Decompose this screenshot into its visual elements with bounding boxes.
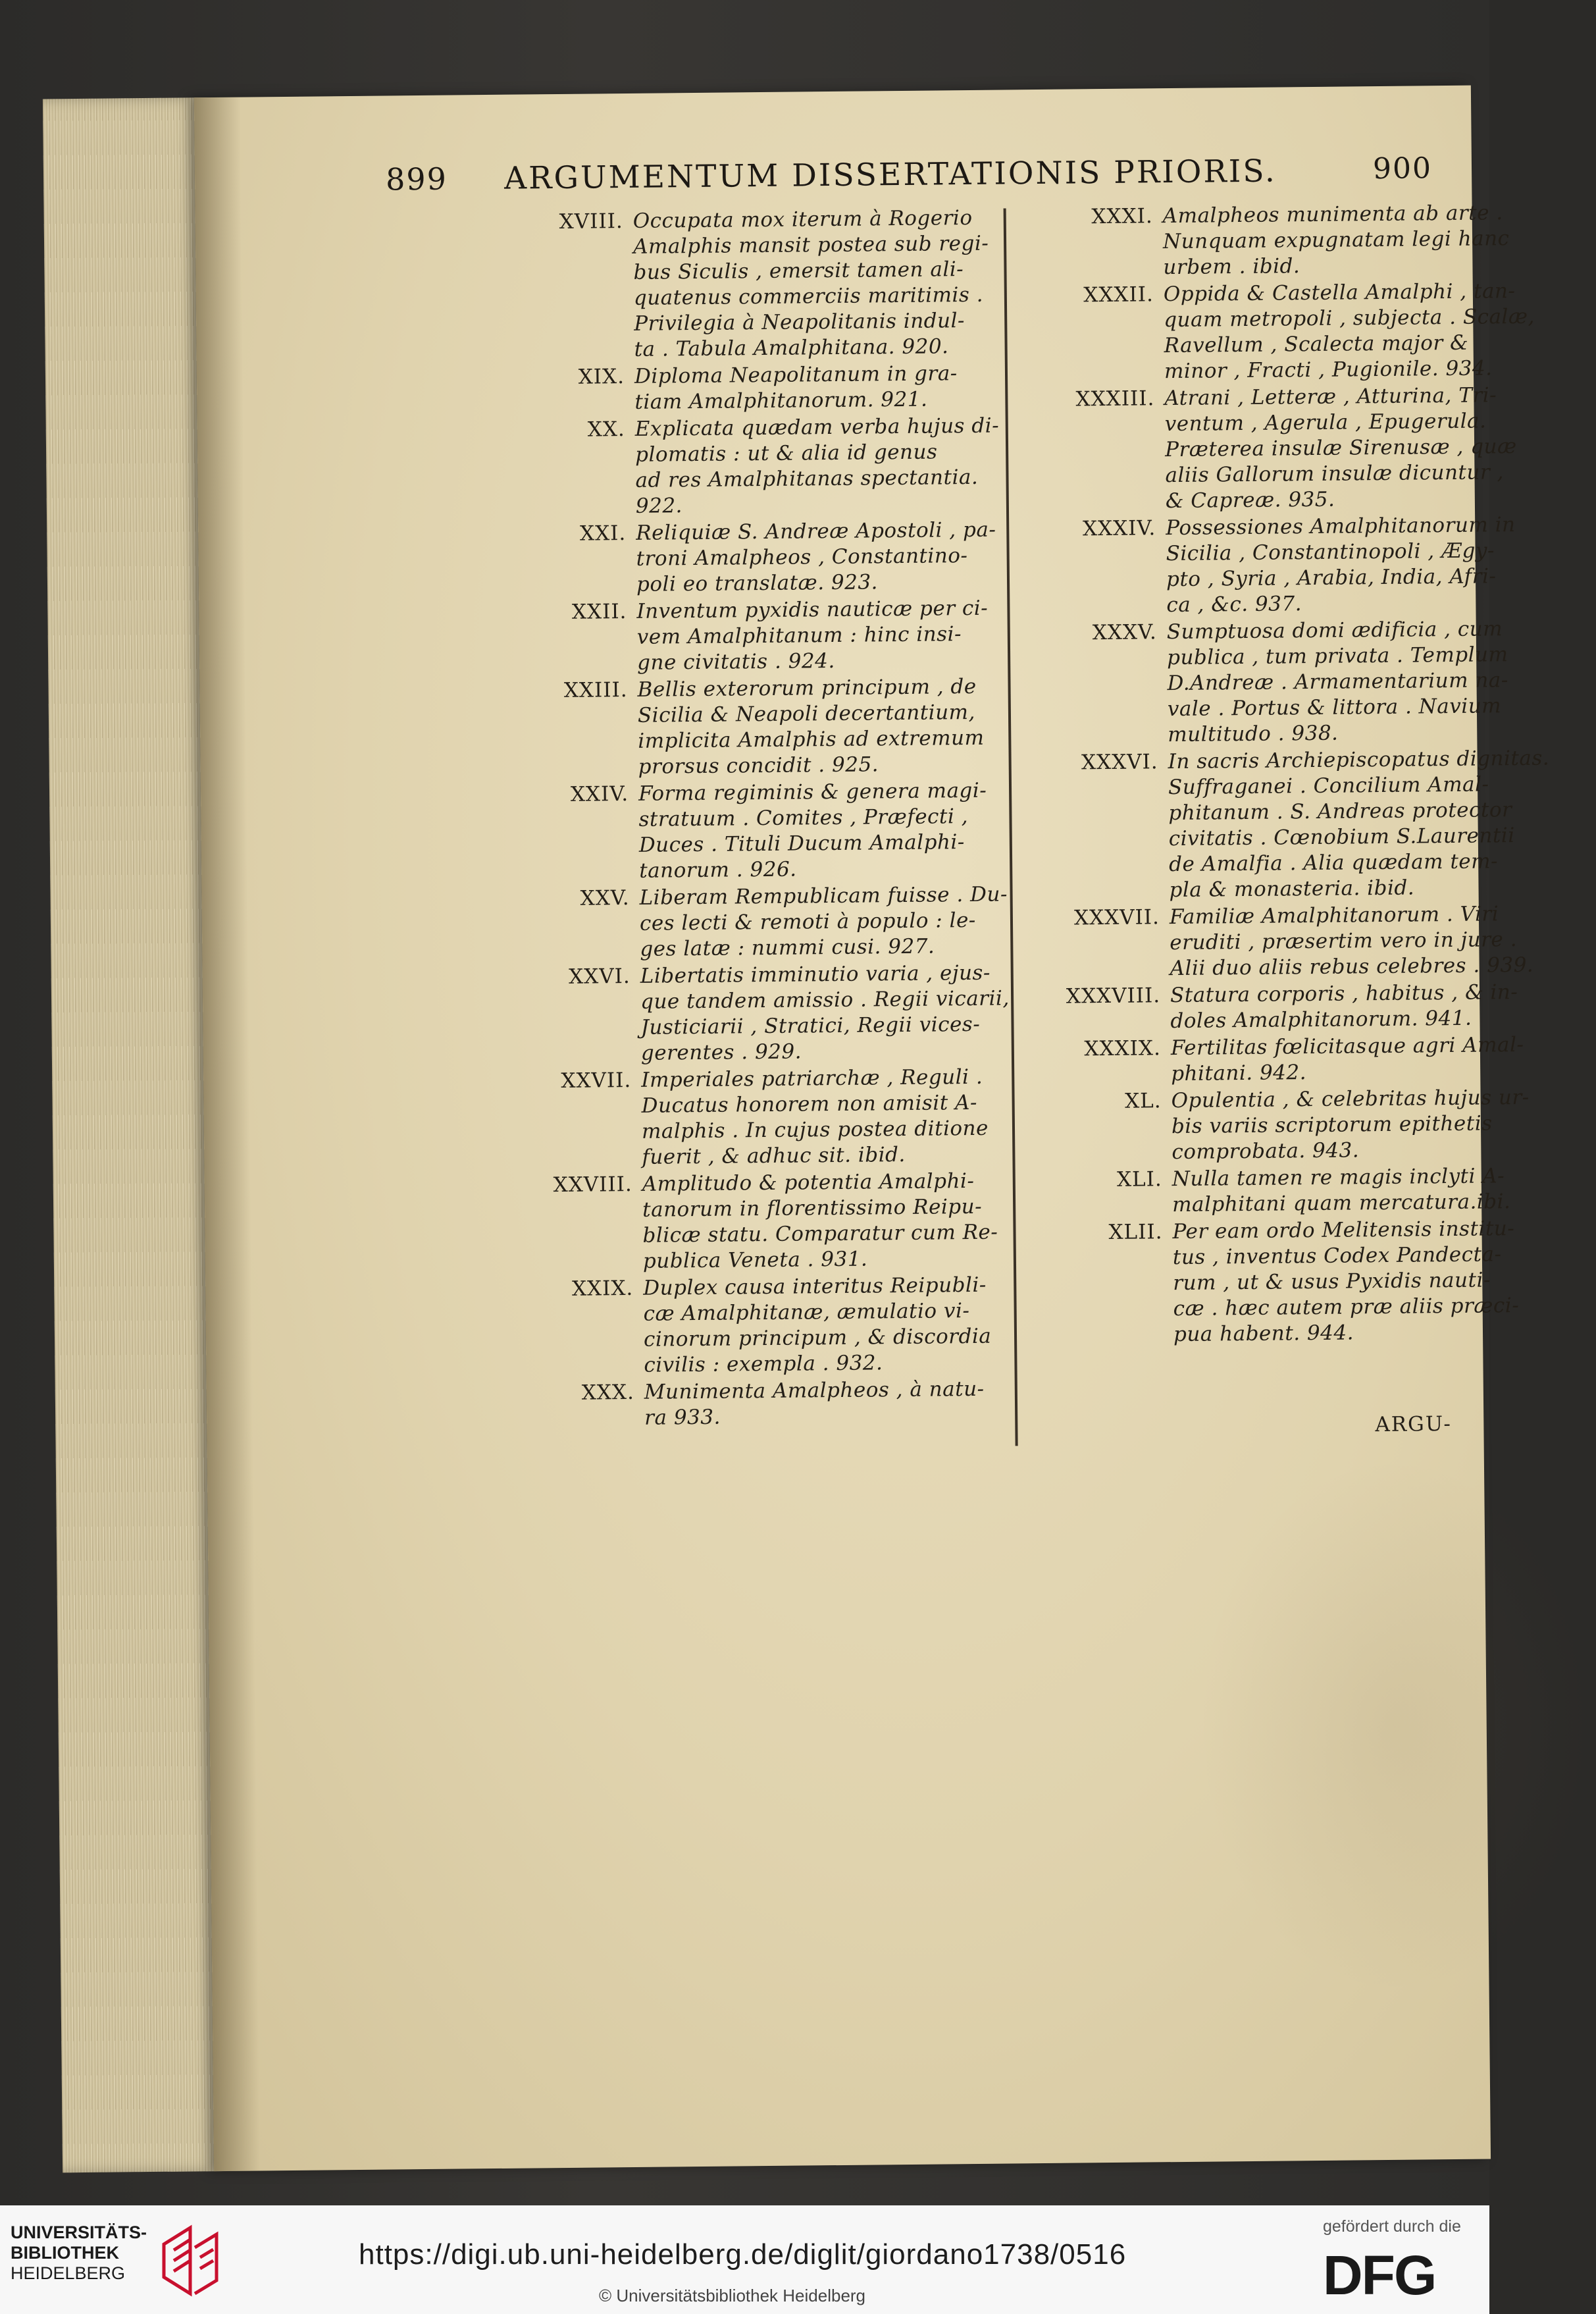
funder-caption: gefördert durch die bbox=[1323, 2217, 1461, 2236]
entry-line: Privilegia à Neapolitanis indul- bbox=[634, 309, 965, 336]
entry-text bbox=[1164, 382, 1517, 514]
entry-line: de Amalfia . Alia quædam tem- bbox=[1168, 849, 1499, 877]
entry-line: civilis : exempla . 932. bbox=[644, 1351, 883, 1377]
entry-line: phitani. 942. bbox=[1171, 1061, 1307, 1086]
entry-line: Possessiones Amalphitanorum in bbox=[1166, 513, 1516, 540]
entry-text bbox=[1166, 512, 1516, 618]
entry-text bbox=[634, 360, 1010, 415]
entry-line: vale . Portus & littora . Navium bbox=[1167, 694, 1502, 722]
entry-number: XXVII. bbox=[561, 1068, 632, 1093]
entry-line: Suffraganei . Concilium Amal- bbox=[1168, 772, 1489, 800]
entry-number: XXXVI. bbox=[1081, 750, 1158, 775]
entry-line: gne civitatis . 924. bbox=[637, 648, 835, 675]
entry-line: aliis Gallorum insulæ dicuntur , bbox=[1165, 460, 1505, 488]
library-emblem-icon bbox=[154, 2221, 226, 2300]
entry-line: Diploma Neapolitanum in gra- bbox=[634, 361, 958, 388]
page-number-left: 899 bbox=[385, 161, 448, 197]
bleed-through bbox=[1195, 1454, 1595, 1997]
toc-entry bbox=[363, 1272, 1022, 1381]
entry-text bbox=[1168, 746, 1550, 903]
entry-line: civitatis . Cœnobium S.Laurentii bbox=[1168, 824, 1515, 851]
entry-line: Familiæ Amalphitanorum . Viri bbox=[1169, 902, 1499, 930]
dfg-logo[interactable]: DFG bbox=[1323, 2244, 1436, 2306]
entry-line: vem Amalphitanum : hinc insi- bbox=[636, 622, 962, 649]
entry-line: Oppida & Castella Amalphi , tan- bbox=[1163, 279, 1516, 307]
entry-line: Statura corporis , habitus , & in- bbox=[1170, 980, 1518, 1008]
entry-line: Alii duo aliis rebus celebres . 939. bbox=[1170, 953, 1534, 981]
entry-line: Ducatus honorem non amisit A- bbox=[641, 1090, 978, 1118]
library-name bbox=[11, 2222, 147, 2284]
entry-line: D.Andreæ . Armamentarium na- bbox=[1167, 668, 1508, 696]
library-line: UNIVERSITÄTS- bbox=[11, 2222, 147, 2242]
entry-line: bus Siculis , emersit tamen ali- bbox=[633, 257, 964, 284]
entry-number: XLI. bbox=[1116, 1167, 1162, 1192]
entry-line: rum , ut & usus Pyxidis nauti- bbox=[1173, 1268, 1491, 1296]
page-number-right: 900 bbox=[1372, 151, 1433, 186]
entry-line: prorsus concidit . 925. bbox=[638, 752, 879, 779]
entry-number: XXX. bbox=[581, 1380, 635, 1405]
entry-line: Ravellum , Scalecta major & bbox=[1164, 330, 1469, 358]
entry-line: Nunquam expugnatam legi hanc bbox=[1162, 226, 1510, 254]
entry-number: XXXVIII. bbox=[1066, 984, 1161, 1009]
entry-line: Amalphis mansit postea sub regi- bbox=[632, 231, 989, 259]
toc-entry bbox=[1024, 1216, 1520, 1349]
entry-line: Fertilitas fœlicitasque agri Amal- bbox=[1170, 1032, 1524, 1061]
entry-line: malphis . In cujus postea ditione bbox=[641, 1116, 989, 1144]
toc-entry bbox=[1023, 1085, 1530, 1167]
entry-line: Justiciarii , Stratici, Regii vices- bbox=[640, 1012, 981, 1039]
entry-line: plomatis : ut & alia id genus bbox=[634, 440, 938, 467]
entry-line: Libertatis imminutio varia , ejus- bbox=[640, 960, 991, 988]
toc-entry bbox=[1017, 512, 1516, 619]
toc-entry bbox=[1024, 1163, 1512, 1219]
entry-text bbox=[638, 777, 1014, 883]
toc-entry bbox=[1022, 980, 1518, 1036]
footer-banner bbox=[0, 2205, 1489, 2314]
entry-line: ra 933. bbox=[644, 1405, 721, 1430]
library-line: HEIDELBERG bbox=[11, 2263, 126, 2283]
entry-line: pla & monasteria. ibid. bbox=[1169, 876, 1415, 903]
entry-line: Per eam ordo Melitensis institu- bbox=[1172, 1217, 1515, 1244]
entry-line: poli eo translatæ. 923. bbox=[636, 570, 879, 596]
entry-line: 922. bbox=[635, 494, 683, 518]
toc-entry bbox=[353, 205, 1013, 365]
entry-text bbox=[1162, 200, 1510, 280]
toc-entry bbox=[365, 1376, 1023, 1434]
entry-number: XXVI. bbox=[568, 964, 631, 989]
entry-line: Amplitudo & potentia Amalphi- bbox=[642, 1169, 975, 1196]
permalink[interactable]: https://digi.ub.uni-heidelberg.de/diglit/giordano1738/0516 bbox=[359, 2238, 1127, 2271]
entry-text bbox=[1170, 980, 1518, 1034]
toc-entry bbox=[1020, 746, 1550, 905]
entry-text bbox=[1166, 616, 1508, 748]
entry-text bbox=[1171, 1085, 1530, 1165]
entry-line: cæ Amalphitanæ, æmulatio vi- bbox=[643, 1299, 970, 1326]
entry-number: XXIV. bbox=[570, 781, 629, 806]
toc-entry bbox=[359, 881, 1018, 965]
entry-number: XIX. bbox=[578, 365, 625, 389]
entry-text bbox=[640, 960, 1016, 1066]
entry-line: publica , tum privata . Templum bbox=[1166, 643, 1508, 670]
entry-line: Munimenta Amalpheos , à natu- bbox=[644, 1377, 985, 1404]
toc-entry bbox=[355, 360, 1014, 418]
entry-line: Imperiales patriarchæ , Reguli . bbox=[641, 1065, 983, 1092]
entry-number: XXIX. bbox=[571, 1276, 634, 1301]
entry-line: cæ . hæc autem præ aliis præci- bbox=[1173, 1294, 1520, 1321]
entry-number: XLII. bbox=[1108, 1220, 1163, 1245]
entry-line: multitudo . 938. bbox=[1168, 721, 1339, 747]
toc-entry bbox=[359, 777, 1017, 887]
toc-entry bbox=[356, 517, 1015, 600]
entry-line: que tandem amissio . Regii vicarii, bbox=[640, 986, 1010, 1014]
entry-line: cinorum principum , & discordia bbox=[643, 1324, 992, 1352]
entry-number: XXVIII. bbox=[553, 1172, 632, 1197]
entry-text bbox=[1169, 901, 1534, 982]
entry-text bbox=[644, 1376, 1020, 1431]
toc-entry bbox=[1016, 382, 1517, 515]
entry-text bbox=[643, 1272, 1019, 1378]
entry-line: Inventum pyxidis nauticæ per ci- bbox=[636, 596, 989, 623]
toc-entry bbox=[1019, 616, 1507, 749]
entry-line: pua habent. 944. bbox=[1173, 1321, 1354, 1347]
entry-line: Atrani , Letteræ , Atturina, Tri- bbox=[1164, 383, 1497, 411]
entry-line: fuerit , & adhuc sit. ibid. bbox=[642, 1142, 906, 1169]
entry-text bbox=[636, 517, 1012, 597]
entry-text bbox=[636, 595, 1012, 675]
entry-line: Duces . Tituli Ducum Amalphi- bbox=[638, 830, 965, 857]
entry-text bbox=[639, 881, 1015, 962]
entry-line: implicita Amalphis ad extremum bbox=[638, 725, 985, 753]
entry-line: Liberam Rempublicam fuisse . Du- bbox=[639, 882, 1008, 910]
toc-entry bbox=[1015, 200, 1510, 282]
entry-number: XXXV. bbox=[1092, 620, 1157, 645]
entry-line: urbem . ibid. bbox=[1163, 254, 1300, 280]
entry-line: Sicilia , Constantinopoli , Ægy- bbox=[1166, 539, 1495, 566]
entry-line: blicæ statu. Comparatur cum Re- bbox=[642, 1220, 998, 1248]
book-page bbox=[43, 86, 1550, 2173]
entry-line: troni Amalpheos , Constantino- bbox=[636, 544, 968, 571]
entry-number: XXII. bbox=[571, 600, 627, 624]
entry-number: XXXIII. bbox=[1075, 386, 1155, 411]
entry-line: In sacris Archiepiscopatus dignitas. bbox=[1168, 746, 1550, 774]
entry-text bbox=[1163, 278, 1535, 384]
library-line: BIBLIOTHEK bbox=[11, 2243, 119, 2263]
entry-line: quam metropoli , subjecta . Scalæ, bbox=[1164, 304, 1535, 332]
library-logo[interactable] bbox=[11, 2221, 228, 2300]
left-column bbox=[353, 205, 1023, 1435]
entry-number: XVIII. bbox=[559, 209, 623, 234]
toc-entry bbox=[1023, 1032, 1524, 1088]
entry-line: Reliquiæ S. Andreæ Apostoli , pa- bbox=[636, 517, 996, 545]
entry-text bbox=[1171, 1163, 1511, 1218]
entry-text bbox=[642, 1168, 1018, 1274]
entry-line: ventum , Agerula , Epugerula. bbox=[1164, 409, 1487, 436]
entry-text bbox=[1172, 1216, 1520, 1348]
entry-line: Opulentia , & celebritas hujus ur- bbox=[1171, 1085, 1530, 1113]
entry-line: tanorum in florentissimo Reipu- bbox=[642, 1194, 983, 1222]
toc-entry bbox=[355, 413, 1014, 522]
entry-line: tanorum . 926. bbox=[639, 857, 797, 883]
entry-line: Præterea insulæ Sirenusæ , quæ bbox=[1164, 434, 1517, 462]
entry-line: Occupata mox iterum à Rogerio bbox=[632, 205, 973, 233]
toc-entry bbox=[357, 673, 1016, 783]
entry-line: comprobata. 943. bbox=[1171, 1138, 1360, 1165]
entry-line: Sicilia & Neapoli decertantium, bbox=[637, 700, 976, 727]
entry-number: XX. bbox=[587, 417, 625, 442]
entry-text bbox=[641, 1064, 1017, 1170]
toc-entry bbox=[361, 1064, 1020, 1173]
running-title: ARGUMENTUM DISSERTATIONIS PRIORIS. bbox=[503, 153, 1277, 197]
entry-number: XXXII. bbox=[1083, 282, 1154, 307]
entry-line: ges latæ : nummi cusi. 927. bbox=[640, 934, 935, 961]
entry-number: XXXIV. bbox=[1082, 516, 1156, 541]
toc-entry bbox=[361, 960, 1019, 1069]
entry-line: ta . Tabula Amalphitana. 920. bbox=[634, 334, 949, 361]
entry-line: Duplex causa interitus Reipubli- bbox=[643, 1273, 987, 1300]
entry-number: XXXIX. bbox=[1084, 1036, 1162, 1061]
entry-number: XXV. bbox=[580, 885, 630, 910]
entry-line: quatenus commerciis maritimis . bbox=[633, 282, 984, 310]
entry-line: ad res Amalphitanas spectantia. bbox=[635, 465, 979, 492]
entry-line: stratuum . Comites , Præfecti , bbox=[638, 804, 969, 831]
entry-text bbox=[637, 673, 1013, 779]
right-column bbox=[1015, 200, 1550, 1350]
entry-line: ca , &c. 937. bbox=[1166, 592, 1302, 618]
entry-line: gerentes . 929. bbox=[640, 1039, 802, 1065]
toc-entry bbox=[363, 1168, 1021, 1277]
entry-line: publica Veneta . 931. bbox=[642, 1247, 868, 1273]
entry-line: malphitani quam mercatura.ibi. bbox=[1171, 1190, 1511, 1217]
catchword: ARGU- bbox=[1375, 1412, 1453, 1437]
toc-entry bbox=[357, 595, 1016, 679]
entry-line: Forma regiminis & genera magi- bbox=[638, 778, 987, 806]
toc-entry bbox=[1016, 278, 1535, 386]
entry-line: tus , inventus Codex Pandecta- bbox=[1172, 1242, 1502, 1270]
toc-entry bbox=[1021, 901, 1534, 983]
entry-text bbox=[633, 205, 1010, 362]
entry-line: tiam Amalphitanorum. 921. bbox=[634, 387, 928, 414]
entry-line: Nulla tamen re magis inclyti A- bbox=[1171, 1164, 1505, 1192]
entry-number: XL. bbox=[1124, 1089, 1162, 1113]
entry-text bbox=[1170, 1032, 1524, 1087]
entry-number: XXXI. bbox=[1091, 204, 1153, 229]
entry-line: eruditi , præsertim vero in jure . bbox=[1170, 928, 1518, 955]
entry-number: XXI. bbox=[579, 521, 627, 546]
entry-line: doles Amalphitanorum. 941. bbox=[1170, 1006, 1472, 1034]
entry-text bbox=[635, 413, 1011, 519]
entry-line: Amalpheos munimenta ab arte . bbox=[1162, 201, 1503, 228]
entry-line: Explicata quædam verba hujus di- bbox=[634, 413, 1000, 441]
entry-line: ces lecti & remoti à populo : le- bbox=[639, 908, 976, 935]
entry-line: Bellis exterorum principum , de bbox=[637, 674, 977, 702]
entry-number: XXXVII. bbox=[1073, 905, 1160, 930]
copyright-notice: © Universitätsbibliothek Heidelberg bbox=[599, 2286, 866, 2305]
entry-line: Sumptuosa domi ædificia , cum bbox=[1166, 617, 1503, 644]
entry-line: bis variis scriptorum epithetis bbox=[1171, 1111, 1493, 1139]
entry-number: XXIII. bbox=[563, 677, 628, 702]
entry-line: phitanum . S. Andreas protector bbox=[1168, 798, 1512, 826]
entry-line: pto , Syria , Arabia, India, Afri- bbox=[1166, 564, 1497, 592]
entry-line: & Capreæ. 935. bbox=[1165, 487, 1335, 513]
entry-line: minor , Fracti , Pugionile. 934. bbox=[1164, 356, 1493, 384]
